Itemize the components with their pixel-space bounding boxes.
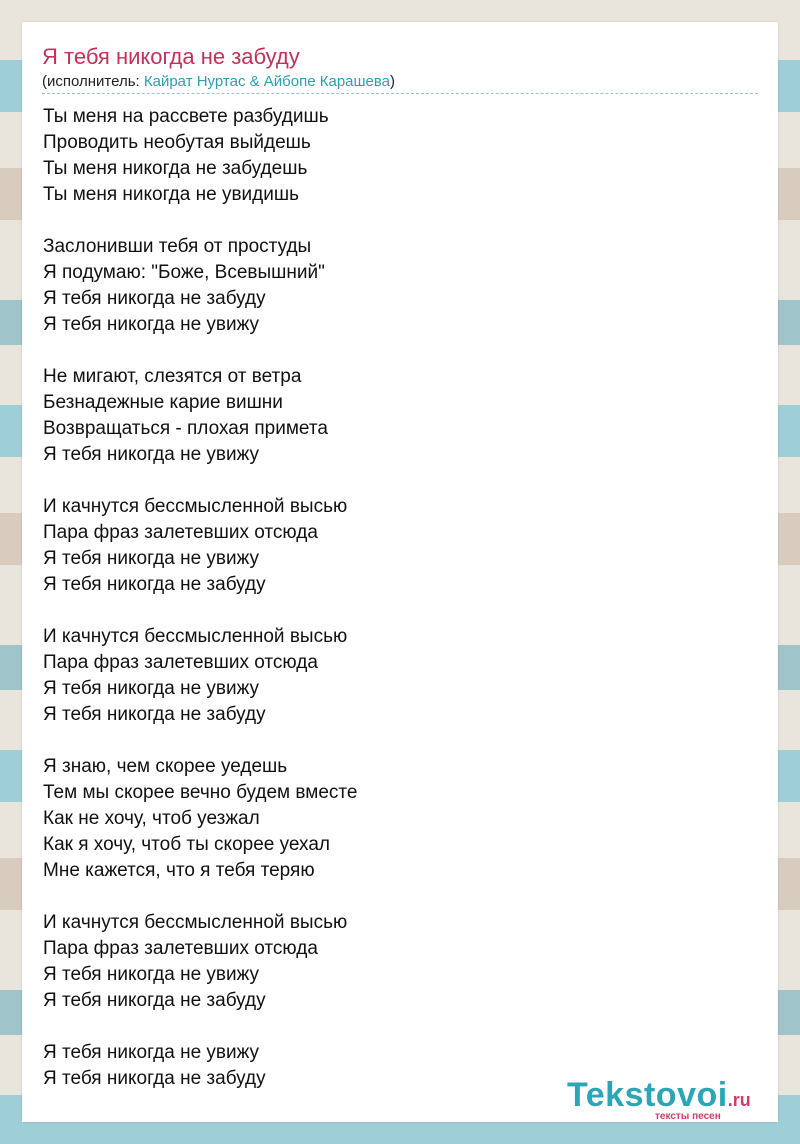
lyrics-line: Заслонивши тебя от простуды — [43, 236, 312, 257]
lyrics-line: Я тебя никогда не забуду — [43, 574, 266, 595]
lyrics-line: Не мигают, слезятся от ветра — [43, 366, 302, 387]
lyrics-line: Пара фраз залетевших отсюда — [43, 522, 318, 543]
lyrics-line: Я тебя никогда не увижу — [43, 314, 260, 335]
lyrics-line: Возвращаться - плохая примета — [43, 418, 328, 439]
lyrics-line: Проводить необутая выйдешь — [43, 132, 311, 153]
lyrics-line: Я тебя никогда не забуду — [43, 1068, 266, 1089]
lyrics-stanza — [43, 624, 357, 728]
lyrics-card — [22, 22, 778, 1122]
title-divider — [42, 93, 758, 94]
lyrics-line: И качнутся бессмысленной высью — [43, 626, 348, 647]
lyrics-stanza — [43, 910, 357, 1014]
lyrics-stanza — [43, 1040, 357, 1092]
lyrics-line: Я тебя никогда не увижу — [43, 678, 260, 699]
lyrics-line: Я тебя никогда не увижу — [43, 548, 260, 569]
lyrics-line: Я подумаю: "Боже, Всевышний" — [43, 262, 325, 283]
lyrics-line: Как я хочу, чтоб ты скорее уехал — [43, 834, 330, 855]
lyrics-stanza — [43, 494, 357, 598]
lyrics-line: Тем мы скорее вечно будем вместе — [43, 782, 358, 803]
lyrics-line: И качнутся бессмысленной высью — [43, 496, 348, 517]
lyrics-line: Ты меня на рассвете разбудишь — [43, 106, 329, 127]
performer-link[interactable]: Кайрат Нуртас & Айбопе Карашева — [143, 73, 391, 90]
song-title: Я тебя никогда не забуду — [42, 44, 300, 69]
lyrics-line: Мне кажется, что я тебя теряю — [43, 860, 315, 881]
performer-line — [42, 73, 395, 90]
logo-wordmark — [567, 1076, 751, 1115]
lyrics-line: Как не хочу, чтоб уезжал — [43, 808, 260, 829]
site-logo[interactable] — [567, 1076, 772, 1122]
logo-name: Tekstovoi — [567, 1076, 728, 1114]
lyrics-line: И качнутся бессмысленной высью — [43, 912, 348, 933]
lyrics-line: Ты меня никогда не увидишь — [43, 184, 299, 205]
logo-tld: .ru — [727, 1090, 751, 1110]
lyrics-stanza — [43, 234, 357, 338]
lyrics-line: Безнадежные карие вишни — [43, 392, 283, 413]
lyrics-line: Ты меня никогда не забудешь — [43, 158, 308, 179]
lyrics-line: Пара фраз залетевших отсюда — [43, 652, 318, 673]
lyrics-line: Я тебя никогда не забуду — [43, 990, 266, 1011]
lyrics-stanza — [43, 104, 357, 208]
lyrics-line: Пара фраз залетевших отсюда — [43, 938, 318, 959]
lyrics-text — [43, 104, 357, 1118]
lyrics-line: Я тебя никогда не забуду — [43, 704, 266, 725]
lyrics-line: Я тебя никогда не увижу — [43, 964, 260, 985]
logo-tagline: тексты песен — [655, 1111, 721, 1122]
lyrics-line: Я тебя никогда не забуду — [43, 288, 266, 309]
lyrics-line: Я знаю, чем скорее уедешь — [43, 756, 288, 777]
lyrics-line: Я тебя никогда не увижу — [43, 444, 260, 465]
lyrics-line: Я тебя никогда не увижу — [43, 1042, 260, 1063]
lyrics-stanza — [43, 754, 357, 884]
lyrics-stanza — [43, 364, 357, 468]
performer-suffix: ) — [390, 73, 396, 90]
performer-prefix: (исполнитель: — [42, 73, 144, 90]
